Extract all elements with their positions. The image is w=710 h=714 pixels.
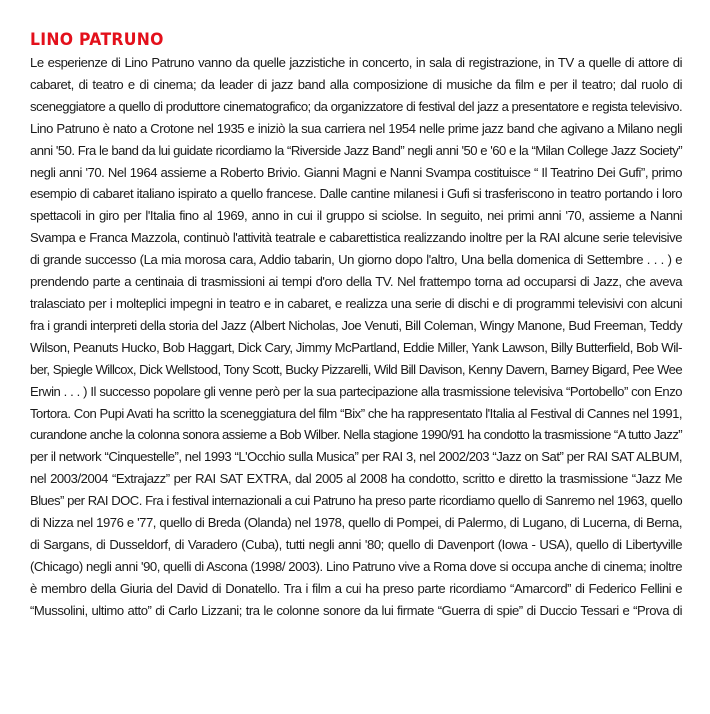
text-line: negli anni '70. Nel 1964 assieme a Roberto Brivio. Gianni Magni e Nanni Svampa costituisce “ Il Teatrino Dei Gufi”, primo — [30, 164, 683, 180]
text-line: Svampa e Franca Mazzola, continuò l'attività teatrale e cabarettistica realizzando inoltre per la RAI alcune serie televisive — [30, 230, 683, 246]
text-line: Blues” per RAI DOC. Fra i festival internazionali a cui Patruno ha preso parte ricordiamo quello di Sanremo nel 1963, quello — [30, 493, 683, 509]
text-line: Erwin . . . ) Il successo popolare gli venne però per la sua partecipazione alla trasmissione televisiva “Portobello” con Enzo — [30, 383, 683, 399]
text-line: Le esperienze di Lino Patruno vanno da quelle jazzistiche in concerto, in sala di registrazione, in TV a quelle di attore di — [30, 55, 683, 70]
text-line: anni '50. Fra le band da lui guidate ricordiamo la “Riverside Jazz Band” negli anni '50 e '60 e la “Milan College Jazz Society” — [30, 142, 683, 158]
text-line: è membro della Giuria del David di Donatello. Tra i film a cui ha preso parte ricordiamo “Amarcord” di Federico Fellini e — [30, 580, 683, 596]
text-line: Lino Patruno è nato a Crotone nel 1935 e iniziò la sua carriera nel 1954 nelle prime jazz band che agivano a Milano negli — [30, 120, 683, 136]
page-title: LINO PATRUNO — [30, 30, 164, 50]
text-line: nel 2003/2004 “Extrajazz” per RAI SAT EXTRA, dal 2005 al 2008 ha condotto, scritto e diretto la trasmissione “Jazz Me — [30, 471, 683, 487]
text-line: “Mussolini, ultimo atto” di Carlo Lizzani; tra le colonne sonore da lui firmate “Guerra di spie” di Duccio Tessari e “Prova di — [30, 602, 683, 618]
text-line: esempio di cabaret italiano ispirato a quello francese. Dalle cantine milanesi i Gufi si trasferiscono in teatro portando i loro — [30, 186, 683, 202]
text-line: cabaret, di teatro e di cinema; da leader di jazz band alla composizione di musiche da film e per il teatro; dal ruolo di — [30, 76, 683, 92]
text-line: fra i grandi interpreti della storia del Jazz (Albert Nicholas, Joe Venuti, Bill Coleman, Wingy Manone, Bud Freeman, Teddy — [30, 317, 683, 333]
text-line: di grande successo (La mia morosa cara, Addio tabarin, Un giorno dopo l'altro, Una bella domenica di Settembre . . . ) e — [30, 252, 683, 268]
text-line: sceneggiatore a quello di produttore cinematografico; da organizzatore di festival del jazz a presentatore e regista televisivo. — [30, 98, 683, 114]
text-line: Wilson, Peanuts Hucko, Bob Haggart, Dick Cary, Jimmy McPartland, Eddie Miller, Yank Lawson, Billy Butterfield, Bob Wil- — [30, 339, 683, 355]
text-line: per il network “Cinquestelle”, nel 1993 “L'Occhio sulla Musica” per RAI 3, nel 2002/203 “Jazz on Sat” per RAI SAT ALBUM, — [30, 449, 683, 465]
text-line: di Nizza nel 1976 e '77, quello di Breda (Olanda) nel 1978, quello di Pompei, di Palermo, di Lugano, di Lucerna, di Berna, — [30, 515, 683, 531]
text-line: prendendo parte a centinaia di trasmissioni ai tempi d'oro della TV. Nel frattempo torna ad occuparsi di Jazz, che aveva — [30, 274, 683, 290]
text-line: tralasciato per i molteplici impegni in teatro e in cabaret, e realizza una serie di dischi e di programmi televisivi con alcuni — [30, 295, 683, 311]
text-line: di Sargans, di Dusseldorf, di Varadero (Cuba), tutti negli anni '80; quello di Davenport (Iowa - USA), quello di Libertyville — [30, 536, 683, 552]
text-line: curandone anche la colonna sonora assieme a Bob Wilber. Nella stagione 1990/91 ha condotto la trasmissione “A tutto Jazz” — [30, 427, 683, 443]
biography-text — [30, 52, 682, 622]
text-line: Tortora. Con Pupi Avati ha scritto la sceneggiatura del film “Bix” che ha rappresentato l'Italia al Festival di Cannes nel 1991, — [30, 405, 683, 421]
text-line: (Chicago) negli anni '90, quelli di Ascona (1998/ 2003). Lino Patruno vive a Roma dove si occupa anche di cinema; inoltre — [30, 558, 683, 574]
text-line: ber, Spiegle Willcox, Dick Wellstood, Tony Scott, Bucky Pizzarelli, Wild Bill Davison, Kenny Davern, Barney Bigard, Pee Wee — [30, 361, 683, 377]
biography-page — [30, 30, 692, 622]
text-line: spettacoli in giro per l'Italia fino al 1969, anno in cui il gruppo si sciolse. In seguito, nei primi anni '70, assieme a Nanni — [30, 208, 683, 224]
